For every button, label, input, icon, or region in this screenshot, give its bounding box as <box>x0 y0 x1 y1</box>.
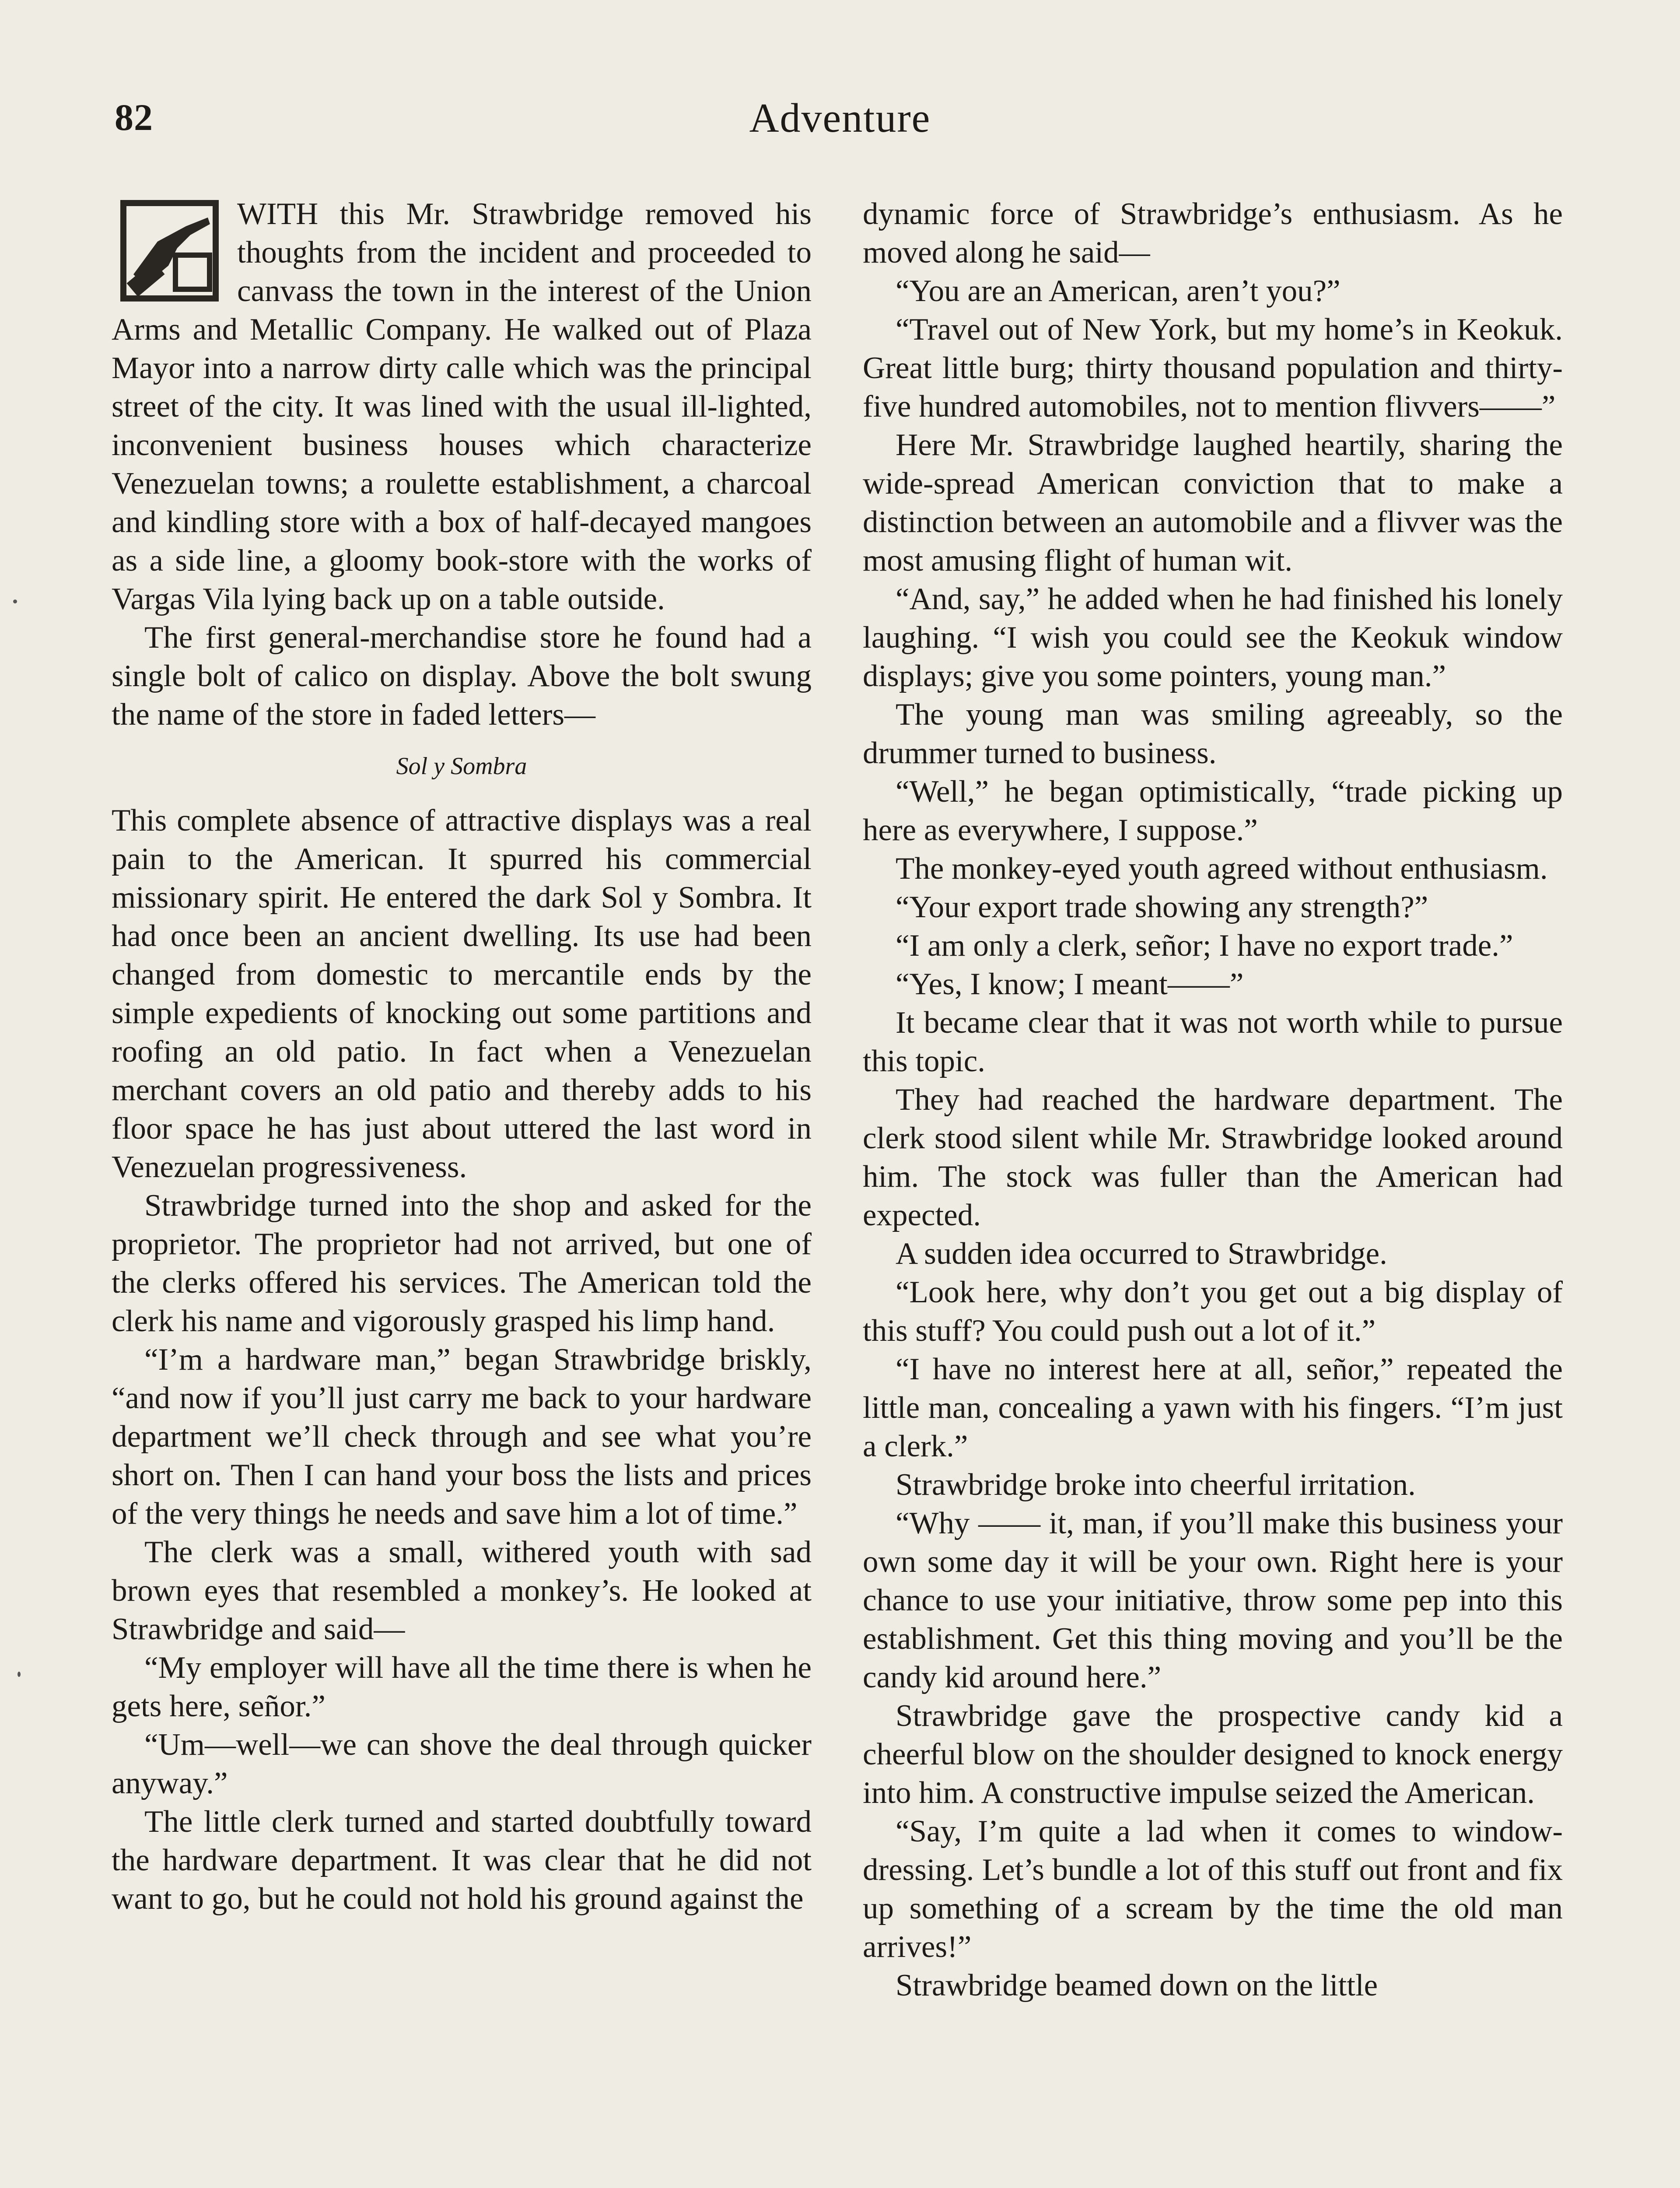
paragraph: Strawbridge gave the prospective candy kid a cheerful blow on the shoulder designed to knock energy into him. A constructive impulse seized the American. <box>863 1699 1563 1810</box>
paragraph: “Look here, why don’t you get out a big display of this stuff? You could push out a lot of it.” <box>863 1275 1563 1348</box>
page-number: 82 <box>115 96 153 138</box>
paragraph: This complete absence of attractive displays was a real pain to the American. It spurred his commercial missionary spirit. He entered the dark Sol y Sombra. It had once been an ancient dwelling. Its use had been changed from domestic to mercantile ends by the simple expedients of knocking out some partitions and roofing an old patio. In fact when a Venezuelan merchant covers an old patio and thereby adds to his floor space he has just about uttered the last word in Venezuelan progressiveness. <box>112 803 812 1184</box>
paragraph: The clerk was a small, withered youth with sad brown eyes that resembled a monkey’s. He looked at Strawbridge and said— <box>112 1535 812 1646</box>
paragraph: “Yes, I know; I meant——” <box>896 967 1244 1001</box>
running-head: Adventure <box>749 95 931 141</box>
paragraph: The monkey-eyed youth agreed without enthusiasm. <box>896 852 1548 886</box>
right-column <box>863 195 1563 2005</box>
paragraph: The little clerk turned and started doubtfully toward the hardware department. It was clear that he did not want to go, but he could not hold his ground against the <box>112 1805 812 1916</box>
paragraph: “I am only a clerk, señor; I have no export trade.” <box>896 929 1513 963</box>
paragraph: The young man was smiling agreeably, so the drummer turned to business. <box>863 698 1563 770</box>
paragraph: “Why —— it, man, if you’ll make this business your own some day it will be your own. Right here is your chance to use your initiative, throw some pep into this establishment. Get this thing moving and you’ll be the candy kid around here.” <box>863 1506 1563 1694</box>
left-column <box>112 195 812 1918</box>
paragraph: “Say, I’m quite a lad when it comes to window-dressing. Let’s bundle a lot of this stuff out front and fix up something of a scream by the time the old man arrives!” <box>863 1814 1563 1964</box>
paragraph: “You are an American, aren’t you?” <box>896 274 1340 308</box>
paragraph: “Um—well—we can shove the deal through quicker anyway.” <box>112 1728 812 1800</box>
paragraph: “I have no interest here at all, señor,” repeated the little man, concealing a yawn with his fingers. “I’m just a clerk.” <box>863 1352 1563 1463</box>
paragraph: Strawbridge broke into cheerful irritation. <box>896 1468 1416 1502</box>
paragraph: “And, say,” he added when he had finished his lonely laughing. “I wish you could see the Keokuk window displays; give you some pointers, young man.” <box>863 582 1563 693</box>
paragraph: “Well,” he began optimistically, “trade picking up here as everywhere, I suppose.” <box>863 775 1563 847</box>
revolver-decoration-icon <box>120 200 219 302</box>
paragraph: “Your export trade showing any strength?” <box>896 890 1428 924</box>
paragraph: The first general-merchandise store he found had a single bolt of calico on display. Above the bolt swung the name of the store in faded letters— <box>112 621 812 732</box>
paragraph: Strawbridge beamed down on the little <box>896 1968 1378 2002</box>
paragraph: “I’m a hardware man,” began Strawbridge briskly, “and now if you’ll just carry me back to your hardware department we’ll check through and see what you’re short on. Then I can hand your boss the lists and prices of the very things he needs and save him a lot of time.” <box>112 1343 812 1531</box>
paper-speck <box>18 1672 21 1677</box>
paragraph: Here Mr. Strawbridge laughed heartily, sharing the wide-spread American conviction that to make a distinction between an automobile and a flivver was the most amusing flight of human wit. <box>863 428 1563 578</box>
lead-paragraph: WITH this Mr. Strawbridge removed his thoughts from the incident and proceeded to canvass the town in the interest of the Union Arms and Metallic Company. He walked out of Plaza Mayor into a narrow dirty calle which was the principal street of the city. It was lined with the usual ill-lighted, inconvenient business houses which characterize Venezuelan towns; a roulette establishment, a charcoal and kindling store with a box of half-decayed mangoes as a side line, a gloomy book-store with the works of Vargas Vila lying back up on a table outside. <box>112 197 812 616</box>
paragraph: A sudden idea occurred to Strawbridge. <box>896 1237 1387 1271</box>
paper-speck <box>13 600 17 603</box>
store-sign-title: Sol y Sombra <box>396 753 527 780</box>
paragraph: Strawbridge turned into the shop and asked for the proprietor. The proprietor had not arrived, but one of the clerks offered his services. The American told the clerk his name and vigorously grasped his limp hand. <box>112 1189 812 1338</box>
paragraph: dynamic force of Strawbridge’s enthusiasm. As he moved along he said— <box>863 197 1563 270</box>
paragraph: “Travel out of New York, but my home’s in Keokuk. Great little burg; thirty thousand population and thirty-five hundred automobiles, not to mention flivvers——” <box>863 312 1563 424</box>
paragraph: “My employer will have all the time there is when he gets here, señor.” <box>112 1651 812 1723</box>
paragraph: They had reached the hardware department. The clerk stood silent while Mr. Strawbridge looked around him. The stock was fuller than the American had expected. <box>863 1083 1563 1232</box>
paragraph: It became clear that it was not worth while to pursue this topic. <box>863 1006 1563 1078</box>
